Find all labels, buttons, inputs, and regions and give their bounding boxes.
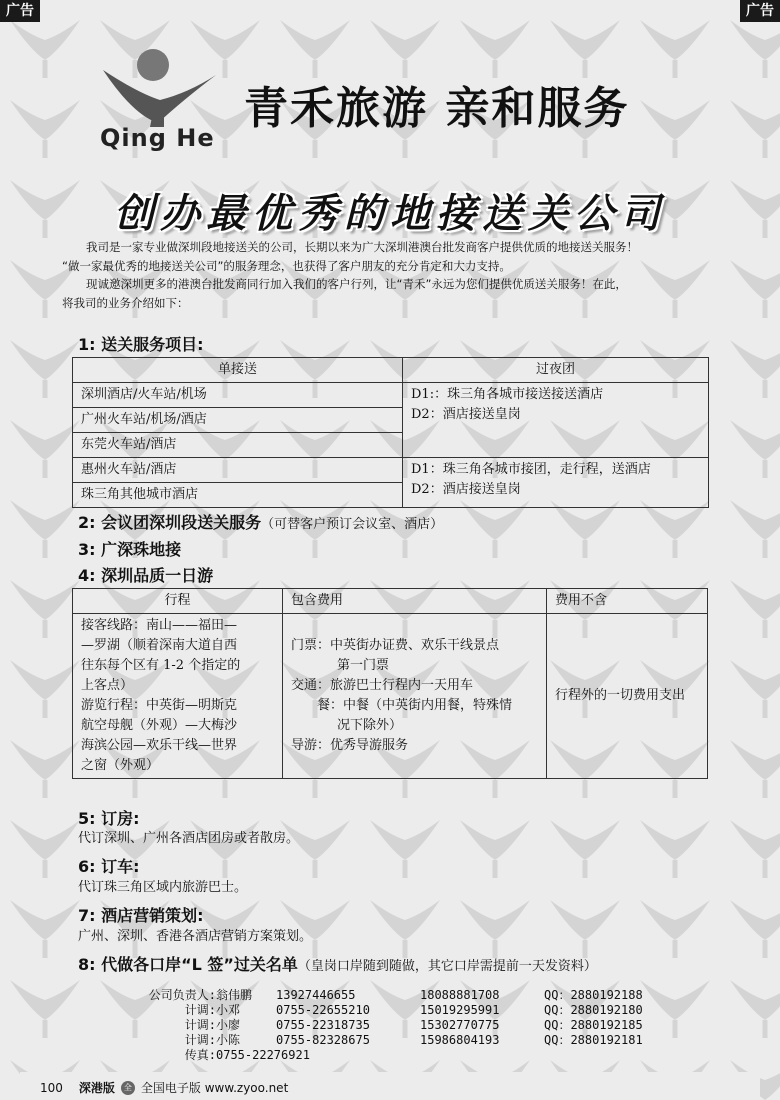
- ad-tag-left: 广告: [0, 0, 40, 22]
- table-cell: 东莞火车站/酒店: [73, 433, 403, 458]
- contact-mobile: 15019295991: [420, 1003, 500, 1017]
- section-1-title: 1: 送关服务项目:: [78, 335, 204, 354]
- fax-row: [128, 1048, 643, 1063]
- logo-text: Qing He: [100, 124, 215, 152]
- table-cell: 广州火车站/机场/酒店: [73, 408, 403, 433]
- fax-number: 0755-22276921: [216, 1048, 310, 1062]
- cell-line: —罗湖（顺着深南大道自西: [81, 638, 238, 653]
- table-cell: 惠州火车站/酒店: [73, 458, 403, 483]
- section-2-note: （可替客户预订会议室、酒店）: [261, 517, 444, 532]
- contact-row: [128, 1018, 643, 1033]
- contact-name: 翁伟鹏: [216, 988, 253, 1002]
- cell-line: D2：酒店接送皇岗: [411, 482, 521, 497]
- section-2-title: [78, 510, 443, 533]
- headline: 青禾旅游 亲和服务: [244, 83, 630, 134]
- fax-label: 传真:: [184, 1048, 216, 1062]
- contact-label: 计调:: [184, 1003, 216, 1017]
- cell-line: 餐：中餐（中英街内用餐，特殊情: [317, 698, 513, 713]
- table-header: 单接送: [73, 358, 403, 383]
- contact-label: 计调:: [184, 1018, 216, 1032]
- cell-line: 交通：旅游巴士行程内一天用车: [291, 678, 474, 693]
- contact-name: 小廖: [216, 1018, 241, 1032]
- section-3-title: 3: 广深珠地接: [78, 540, 182, 559]
- slogan: 创办最优秀的地接送关公司: [114, 190, 666, 237]
- contact-mobile: 18088881708: [420, 988, 500, 1002]
- section-5-title: 5: 订房:: [78, 809, 140, 828]
- section-7-body: 广州、深圳、香港各酒店营销方案策划。: [78, 929, 313, 944]
- table-header: 包含费用: [283, 589, 547, 614]
- cell-line: D2：酒店接送皇岗: [411, 407, 521, 422]
- contact-label: 公司负责人:: [148, 988, 216, 1002]
- cell-line: 上客点）: [81, 678, 134, 693]
- contact-qq: QQ：2880192185: [544, 1018, 643, 1032]
- contact-mobile: 15302770775: [420, 1018, 500, 1032]
- table-cell-overnight-a: [403, 383, 709, 458]
- intro-line: 将我司的业务介绍如下：: [62, 295, 189, 310]
- page-number: 100: [40, 1080, 63, 1095]
- intro-line: 现诚邀深圳更多的港澳台批发商同行加入我们的客户行列，让“青禾”永远为您们提供优质送关服务！在此，: [86, 277, 627, 291]
- section-6-body: 代订珠三角区域内旅游巴士。: [78, 880, 248, 895]
- contact-qq: QQ：2880192188: [544, 988, 643, 1002]
- cell-line: D1:：珠三角各城市接送接送酒店: [411, 387, 604, 402]
- contact-qq: QQ：2880192180: [544, 1003, 643, 1017]
- cell-line: 第一门票: [337, 658, 390, 673]
- day-tour-table: [72, 588, 708, 779]
- site-url: 全国电子版 www.zyoo.net: [140, 1081, 289, 1095]
- section-8-heading: 8: 代做各口岸“L 签”过关名单: [78, 955, 298, 974]
- section-2-heading: 2: 会议团深圳段送关服务: [78, 513, 262, 532]
- transfer-table: [72, 357, 709, 508]
- contact-row: [128, 988, 643, 1003]
- section-6-title: 6: 订车:: [78, 857, 140, 876]
- intro-line: 我司是一家专业做深圳段地接送关的公司，长期以来为广大深圳港澳台批发商客户提供优质的地接送关服务！: [86, 240, 638, 254]
- table-header: 费用不含: [547, 589, 708, 614]
- ad-tag-right: 广告: [740, 0, 780, 22]
- contact-name: 小陈: [216, 1033, 241, 1047]
- contact-phone: 0755-22318735: [276, 1018, 370, 1032]
- section-5-body: 代订深圳、广州各酒店团房或者散房。: [78, 831, 300, 846]
- table-cell: 深圳酒店/火车站/机场: [73, 383, 403, 408]
- contact-qq: QQ：2880192181: [544, 1033, 643, 1047]
- cell-line: 海滨公园—欢乐干线—世界: [81, 738, 238, 753]
- table-cell-overnight-b: [403, 458, 709, 508]
- contact-row: [128, 1033, 643, 1048]
- section-4-title: 4: 深圳品质一日游: [78, 566, 214, 585]
- route-cell: [73, 614, 283, 779]
- contact-phone: 13927446655: [276, 988, 356, 1002]
- contact-label: 计调:: [184, 1033, 216, 1047]
- table-header: 行程: [73, 589, 283, 614]
- excluded-cell: 行程外的一切费用支出: [547, 614, 708, 779]
- table-cell: 珠三角其他城市酒店: [73, 483, 403, 508]
- cell-line: 况下除外）: [337, 718, 403, 733]
- cell-line: 之窗（外观）: [81, 758, 160, 773]
- intro-text: [62, 238, 730, 312]
- edition-badge-icon: 全: [121, 1081, 135, 1095]
- section-8-title: [78, 952, 597, 975]
- intro-line: “做一家最优秀的地接送关公司”的服务理念，也获得了客户朋友的充分肯定和大力支持。: [62, 258, 511, 273]
- contact-phone: 0755-22655210: [276, 1003, 370, 1017]
- cell-line: D1：珠三角各城市接团，走行程，送酒店: [411, 462, 651, 477]
- section-8-note: （皇岗口岸随到随做，其它口岸需提前一天发资料）: [297, 959, 597, 974]
- page-footer: [40, 1079, 288, 1096]
- contact-mobile: 15986804193: [420, 1033, 500, 1047]
- contact-row: [128, 1003, 643, 1018]
- cell-line: 接客线路：南山——福田—: [81, 618, 238, 633]
- included-cell: [283, 614, 547, 779]
- table-header: 过夜团: [403, 358, 709, 383]
- contact-name: 小邓: [216, 1003, 241, 1017]
- contact-list: [128, 988, 643, 1063]
- cell-line: 往东每个区有 1-2 个指定的: [81, 658, 241, 673]
- edition-label: 深港版: [78, 1081, 115, 1095]
- cell-line: 导游：优秀导游服务: [291, 738, 409, 753]
- cell-line: 门票：中英街办证费、欢乐干线景点: [291, 638, 500, 653]
- cell-line: 游览行程：中英街—明斯克: [81, 698, 238, 713]
- cell-line: 航空母舰（外观）—大梅沙: [81, 718, 238, 733]
- contact-phone: 0755-82328675: [276, 1033, 370, 1047]
- section-7-title: 7: 酒店营销策划:: [78, 906, 204, 925]
